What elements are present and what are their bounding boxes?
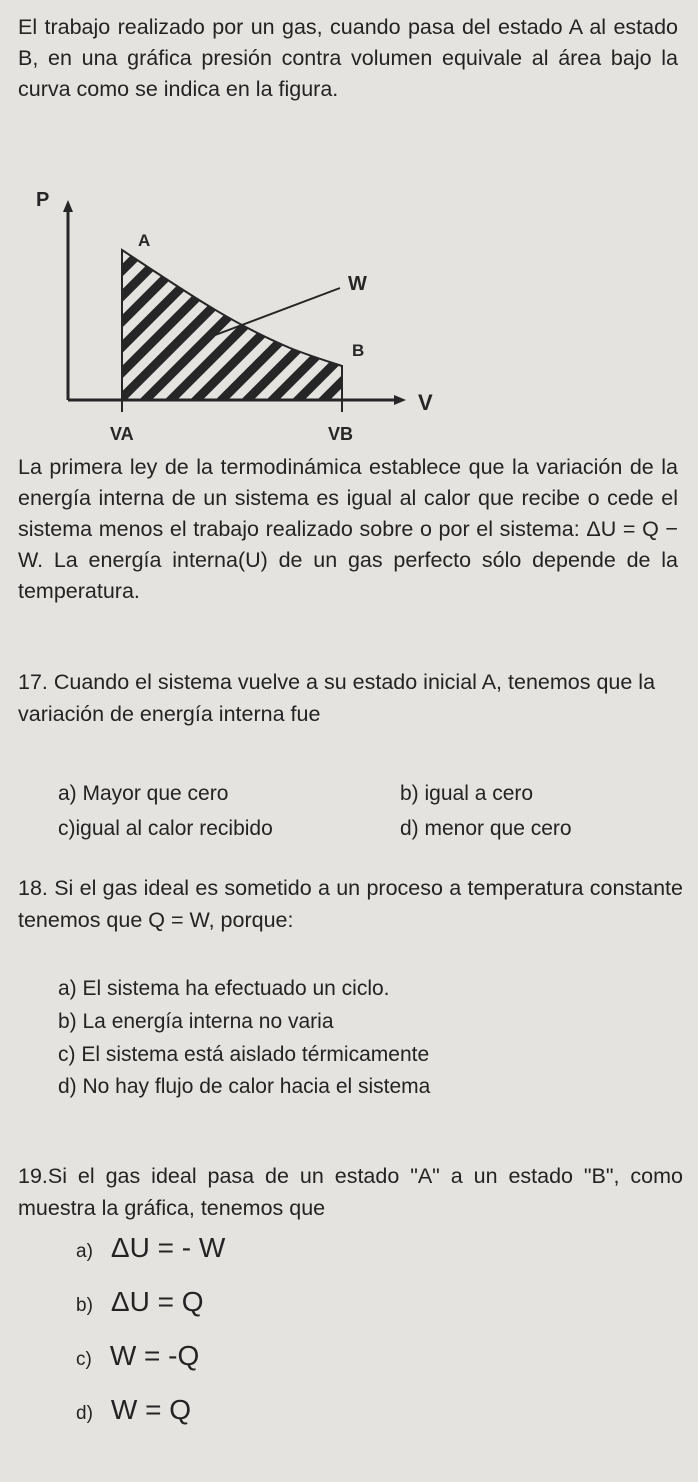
v-axis-label: V <box>418 390 433 415</box>
q17-option-b[interactable]: b) igual a cero <box>400 782 534 805</box>
q19-option-a-letter: a) <box>76 1241 93 1262</box>
pv-graph <box>30 178 450 448</box>
q19-option-c-letter: c) <box>76 1349 92 1370</box>
work-label: W <box>348 273 367 295</box>
q17-option-c[interactable]: c)igual al calor recibido <box>58 817 273 840</box>
question-17 <box>18 666 683 730</box>
intro-paragraph: El trabajo realizado por un gas, cuando pasa del estado A al estado B, en una gráfica presión contra volumen equivale al área bajo la curva como se indica en la figura. <box>18 15 678 101</box>
state-b-label: B <box>352 341 365 360</box>
q19-option-c[interactable] <box>76 1340 199 1372</box>
vb-label: VB <box>328 424 354 444</box>
question-18: 18. Si el gas ideal es sometido a un proceso a temperatura constante tenemos que Q = W, porque: <box>18 876 683 932</box>
p-axis-arrow <box>63 200 73 212</box>
q18-option-c[interactable]: c) El sistema está aislado térmicamente <box>58 1043 430 1066</box>
q19-option-d[interactable] <box>76 1394 191 1426</box>
q18-option-b[interactable]: b) La energía interna no varia <box>58 1010 334 1033</box>
q19-option-b[interactable] <box>76 1286 204 1318</box>
question-19: 19.Si el gas ideal pasa de un estado "A" a un estado "B", como muestra la gráfica, tenemos que <box>18 1164 683 1220</box>
q19-option-a[interactable] <box>76 1232 225 1264</box>
shaded-work-area <box>122 250 342 400</box>
q19-option-b-letter: b) <box>76 1295 93 1316</box>
q19-option-d-expr: W = Q <box>110 1394 192 1425</box>
q18-option-a[interactable]: a) El sistema ha efectuado un ciclo. <box>58 977 390 1000</box>
question-17-text: 17. Cuando el sistema vuelve a su estado inicial A, tenemos que la variación de energía interna fue <box>18 670 656 726</box>
q17-option-a[interactable]: a) Mayor que cero <box>58 782 229 805</box>
first-law-paragraph: La primera ley de la termodinámica establece que la variación de la energía interna de un sistema es igual al calor que recibe o cede el sistema menos el trabajo realizado sobre o por el sistema: ΔU = Q − W. La energía interna(U) de un gas perfecto sólo depende de la temperatura. <box>18 455 678 603</box>
v-axis-arrow <box>394 395 406 405</box>
q18-option-d[interactable]: d) No hay flujo de calor hacia el sistema <box>58 1075 431 1098</box>
state-a-label: A <box>138 231 151 250</box>
q19-option-a-expr: ΔU = - W <box>110 1232 226 1263</box>
q17-option-d[interactable]: d) menor que cero <box>400 817 572 840</box>
q19-option-d-letter: d) <box>76 1403 93 1424</box>
va-label: VA <box>110 424 134 444</box>
q19-option-b-expr: ΔU = Q <box>110 1286 204 1317</box>
p-axis-label: P <box>36 189 50 211</box>
q19-option-c-expr: W = -Q <box>109 1340 200 1371</box>
